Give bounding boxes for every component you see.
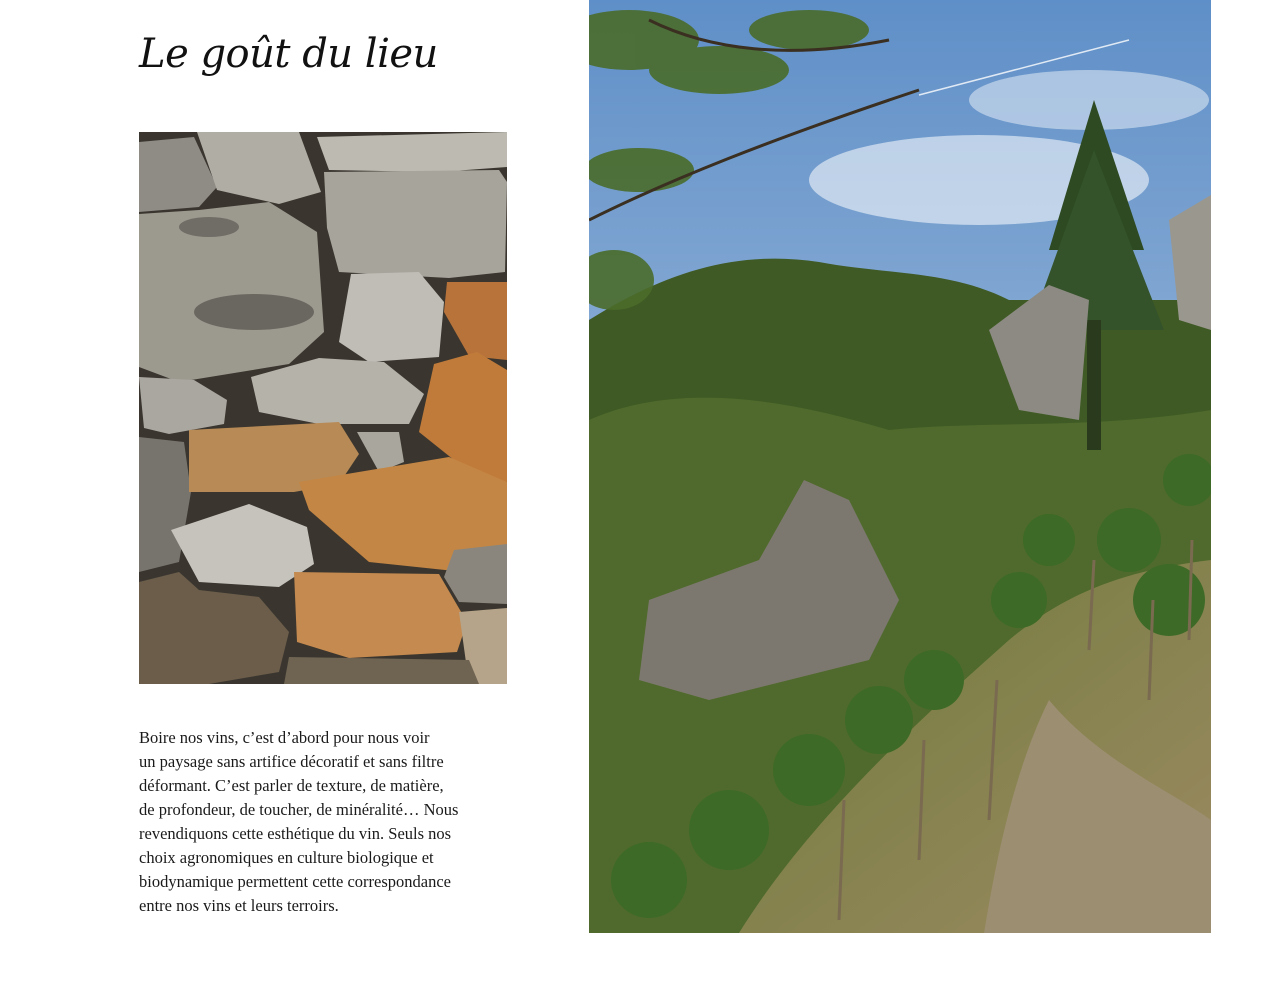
- paragraph-line: de profondeur, de toucher, de minéralité… Nous: [139, 800, 459, 819]
- vineyard-photo: [589, 0, 1211, 933]
- paragraph-line: revendiquons cette esthétique du vin. Seuls nos: [139, 824, 452, 843]
- paragraph-line: biodynamique permettent cette correspondance: [139, 872, 451, 891]
- paragraph-line: choix agronomiques en culture biologique et: [139, 848, 434, 867]
- paragraph-line: déformant. C’est parler de texture, de matière,: [139, 776, 444, 795]
- paragraph-line: entre nos vins et leurs terroirs.: [139, 896, 339, 915]
- stone-wall-photo: [139, 132, 507, 684]
- page-title: Le goût du lieu: [139, 31, 438, 77]
- paragraph-line: Boire nos vins, c’est d’abord pour nous voir: [139, 728, 430, 747]
- intro-paragraph: [139, 726, 519, 918]
- vineyard-image: [589, 0, 1211, 933]
- stone-wall-image: [139, 132, 507, 684]
- paragraph-line: un paysage sans artifice décoratif et sans filtre: [139, 752, 444, 771]
